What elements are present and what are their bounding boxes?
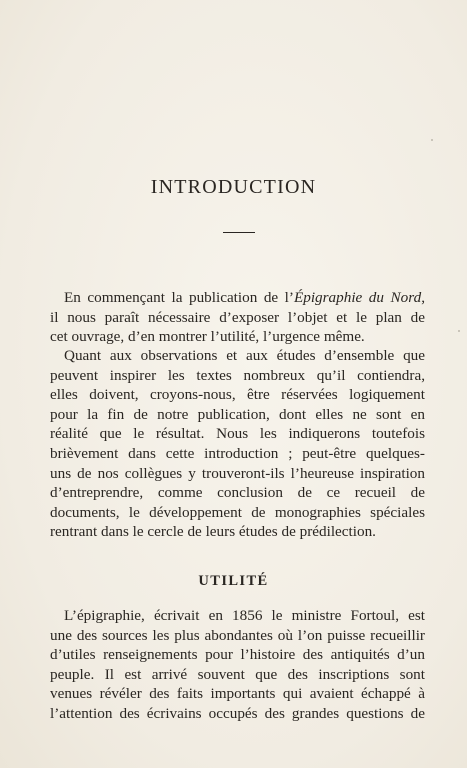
paragraph-line: elles doivent, croyons-nous, être réservées logiquement [50,386,425,404]
paragraph-line: Quant aux observations et aux études d’ensemble que [64,347,425,364]
paragraph-line: pour la fin de notre publication, dont elles ne sont en [50,405,425,423]
paragraph-line: une des sources les plus abondantes où l’on puisse recueillir [50,626,425,644]
paragraph-observations [50,346,425,542]
paper-speck [431,139,433,141]
paragraph-line: peuple. Il est arrivé souvent que des inscriptions sont [50,665,425,683]
paragraph-line: En commençant la publication de l’Épigraphie du Nord, [64,289,425,306]
paragraph-utilite [50,606,425,724]
paragraph-line: d’utiles renseignements pour l’histoire des antiquités d’un [50,646,425,664]
paragraph-line: L’épigraphie, écrivait en 1856 le ministre Fortoul, est [64,607,425,624]
paragraph-line: uns de nos collègues y trouveront-ils l’heureuse inspiration [50,464,425,482]
section-heading: UTILITÉ [198,573,269,589]
paragraph-line: il nous paraît nécessaire d’exposer l’objet et le plan de [50,308,425,326]
paragraph-line: venues révéler des faits importants qui avaient échappé à [50,685,425,703]
paragraph-line: cet ouvrage, d’en montrer l’utilité, l’urgence même. [50,328,365,346]
paragraph-line: l’attention des écrivains occupés des grandes questions de [50,704,425,722]
paragraph-intro [50,288,425,347]
work-title: Épigraphie du Nord [293,289,422,306]
paragraph-line: d’entreprendre, comme conclusion de ce recueil de [50,484,425,502]
paragraph-line: réalité que le résultat. Nous les indiquerons toutefois [50,425,425,443]
paragraph-line: rentrant dans le cercle de leurs études de prédilection. [50,523,376,541]
paragraph-line: brièvement dans cette introduction ; peut-être quelques- [50,444,425,462]
paragraph-line: documents, le développement de monographies spéciales [50,503,425,521]
paper-speck [458,330,460,332]
page-title: INTRODUCTION [150,176,317,198]
title-divider [223,232,255,233]
paragraph-line: peuvent inspirer les textes nombreux qu’il contiendra, [50,366,425,384]
